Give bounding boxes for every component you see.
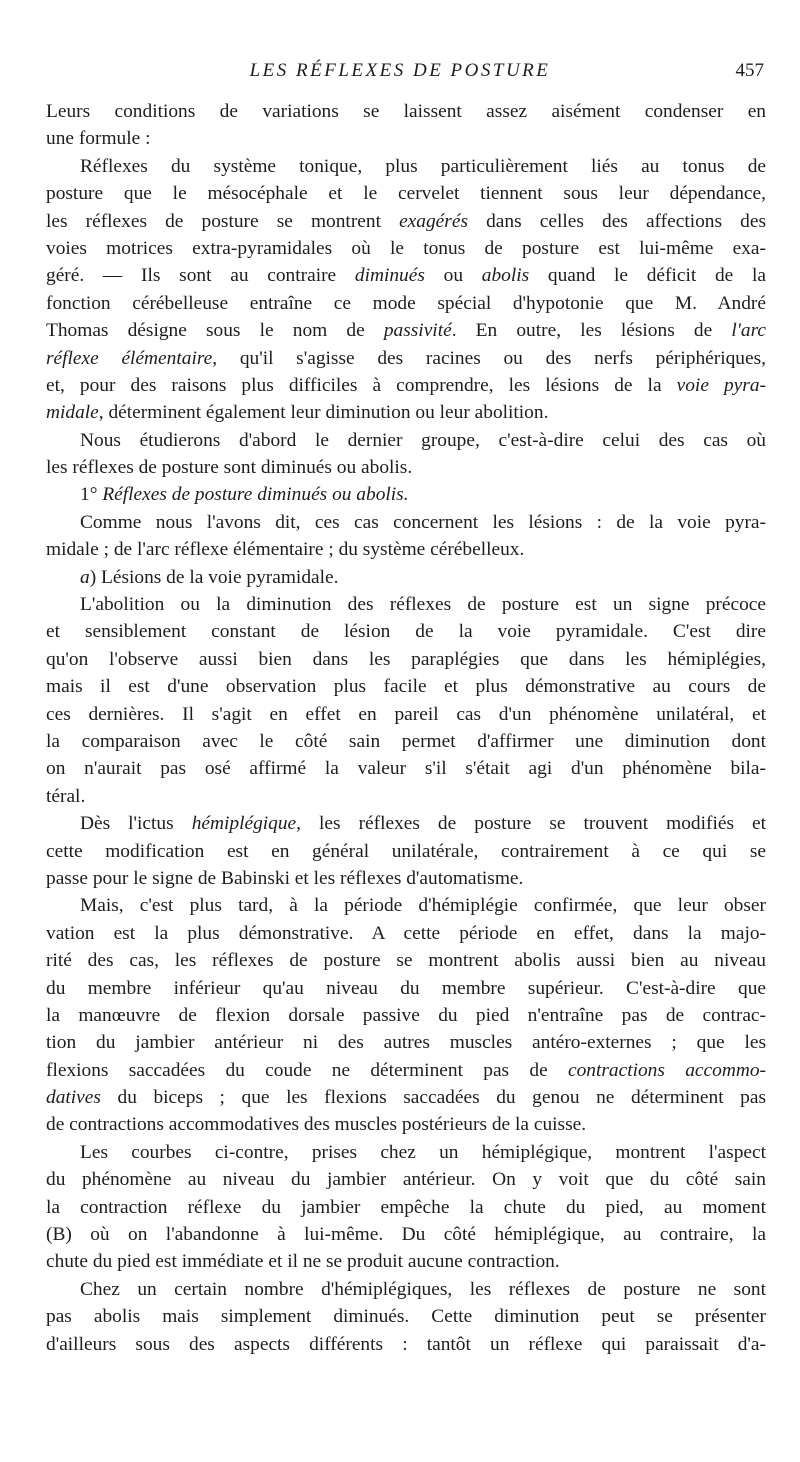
text-line: Comme nous l'avons dit, ces cas concernent les lésions : de la voie pyra- — [80, 511, 766, 533]
italic-span: abolis — [481, 265, 530, 287]
italic-span: hémiplégique — [191, 813, 297, 835]
italic-span: midale — [46, 402, 99, 424]
text-line: chute du pied est immédiate et il ne se produit aucune contraction. — [46, 1251, 560, 1273]
italic-span: a — [80, 566, 90, 588]
text-line: cette modification est en général unilatérale, contrairement à ce qui se — [46, 840, 766, 862]
text-line — [46, 372, 766, 399]
text-line: pas abolis mais simplement diminués. Cette diminution peut se présenter — [46, 1306, 766, 1328]
text-line: qu'on l'observe aussi bien dans les paraplégies que dans les hémiplégies, — [46, 648, 766, 670]
italic-span: réflexe élémentaire — [46, 347, 213, 369]
italic-span: exagérés — [399, 210, 468, 232]
text-span: Thomas désigne sous le nom de — [46, 320, 384, 342]
text-line: téral. — [46, 785, 86, 807]
text-line: vation est la plus démonstrative. A cette période en effet, dans la majo- — [46, 922, 766, 944]
text-line: voies motrices extra-pyramidales où le tonus de posture est lui-même exa- — [46, 237, 766, 259]
text-span: , déterminent également leur diminution ou leur abolition. — [98, 402, 549, 424]
text-line — [46, 317, 766, 344]
text-line: du phénomène au niveau du jambier antérieur. On y voit que du côté sain — [46, 1169, 766, 1191]
text-span: , qu'il s'agisse des racines ou des nerfs périphériques, — [212, 347, 766, 369]
text-span: 1° — [80, 484, 103, 506]
text-line: Mais, c'est plus tard, à la période d'hémiplégie confirmée, que leur obser — [80, 895, 766, 917]
text-line: la comparaison avec le côté sain permet d'affirmer une diminution dont — [46, 730, 766, 752]
text-line — [46, 810, 766, 837]
text-line: fonction cérébelleuse entraîne ce mode spécial d'hypotonie que M. André — [46, 292, 766, 314]
text-line — [46, 564, 766, 591]
text-line: Leurs conditions de variations se laissent assez aisément condenser en — [46, 101, 766, 122]
text-line: midale ; de l'arc réflexe élémentaire ; du système cérébelleux. — [46, 539, 525, 561]
text-line — [46, 345, 766, 372]
text-line: et sensiblement constant de lésion de la voie pyramidale. C'est dire — [46, 621, 766, 643]
text-line: (B) où on l'abandonne à lui-même. Du côté hémiplégique, au contraire, la — [46, 1224, 766, 1246]
text-span: , les réflexes de posture se trouvent modifiés et — [296, 813, 766, 835]
text-line: L'abolition ou la diminution des réflexes de posture est un signe précoce — [80, 594, 766, 616]
text-line: tion du jambier antérieur ni des autres muscles antéro-externes ; que les — [46, 1032, 766, 1054]
text-line: de contractions accommodatives des muscles postérieurs de la cuisse. — [46, 1114, 587, 1136]
text-line: ces dernières. Il s'agit en effet en pareil cas d'un phénomène unilatéral, et — [46, 703, 766, 725]
text-line — [46, 481, 766, 508]
text-span: quand le déficit de la — [529, 265, 766, 287]
text-line — [46, 1057, 766, 1084]
text-span: Dès l'ictus — [80, 813, 192, 835]
text-line: rité des cas, les réflexes de posture se montrent abolis aussi bien au niveau — [46, 950, 766, 972]
text-line: posture que le mésocéphale et le cervelet tiennent sous leur dépendance, — [46, 183, 766, 205]
text-span: dans celles des affections des — [468, 210, 766, 232]
text-line: la contraction réflexe du jambier empêche la chute du pied, au moment — [46, 1196, 766, 1218]
text-span: ou — [424, 265, 482, 287]
text-line — [46, 208, 766, 235]
text-line — [46, 1084, 766, 1111]
italic-span: datives — [46, 1087, 101, 1109]
text-line: Les courbes ci-contre, prises chez un hémiplégique, montrent l'aspect — [80, 1141, 766, 1163]
text-span: les réflexes de posture se montrent — [46, 210, 400, 232]
italic-span: Réflexes de posture diminués ou abolis. — [102, 484, 409, 506]
running-header — [0, 60, 800, 84]
italic-span: diminués — [354, 265, 425, 287]
text-line — [46, 399, 766, 426]
text-span: du biceps ; que les flexions saccadées du genou ne déterminent pas — [100, 1087, 766, 1109]
text-line: mais il est d'une observation plus facile et plus démonstrative au cours de — [46, 676, 766, 698]
text-line: passe pour le signe de Babinski et les réflexes d'automatisme. — [46, 867, 524, 889]
text-line: d'ailleurs sous des aspects différents : tantôt un réflexe qui paraissait d'a- — [46, 1333, 766, 1355]
running-title: LES RÉFLEXES DE POSTURE — [249, 60, 551, 81]
text-line: on n'aurait pas osé affirmé la valeur s'il s'était agi d'un phénomène bila- — [46, 758, 766, 780]
italic-span: passivité — [383, 320, 452, 342]
text-span: ) Lésions de la voie pyramidale. — [89, 566, 339, 588]
page-number: 457 — [735, 60, 764, 81]
italic-span: l'arc — [731, 320, 766, 342]
text-line: les réflexes de posture sont diminués ou abolis. — [46, 457, 413, 479]
text-line: la manœuvre de flexion dorsale passive du pied n'entraîne pas de contrac- — [46, 1004, 766, 1026]
text-line: une formule : — [46, 128, 151, 150]
body-text — [46, 98, 766, 1358]
text-line — [46, 262, 766, 289]
italic-span: contractions accommo- — [567, 1059, 766, 1081]
text-line: Nous étudierons d'abord le dernier groupe, c'est-à-dire celui des cas où — [80, 429, 766, 451]
text-span: flexions saccadées du coude ne déterminent pas de — [46, 1059, 568, 1081]
italic-span: voie pyra- — [676, 374, 766, 396]
text-span: . En outre, les lésions de — [451, 320, 732, 342]
text-line: du membre inférieur qu'au niveau du membre supérieur. C'est-à-dire que — [46, 977, 766, 999]
text-line: Chez un certain nombre d'hémiplégiques, les réflexes de posture ne sont — [80, 1278, 766, 1300]
text-line: Réflexes du système tonique, plus particulièrement liés au tonus de — [80, 155, 766, 177]
text-span: géré. — Ils sont au contraire — [46, 265, 355, 287]
text-span: et, pour des raisons plus difficiles à comprendre, les lésions de la — [46, 374, 677, 396]
